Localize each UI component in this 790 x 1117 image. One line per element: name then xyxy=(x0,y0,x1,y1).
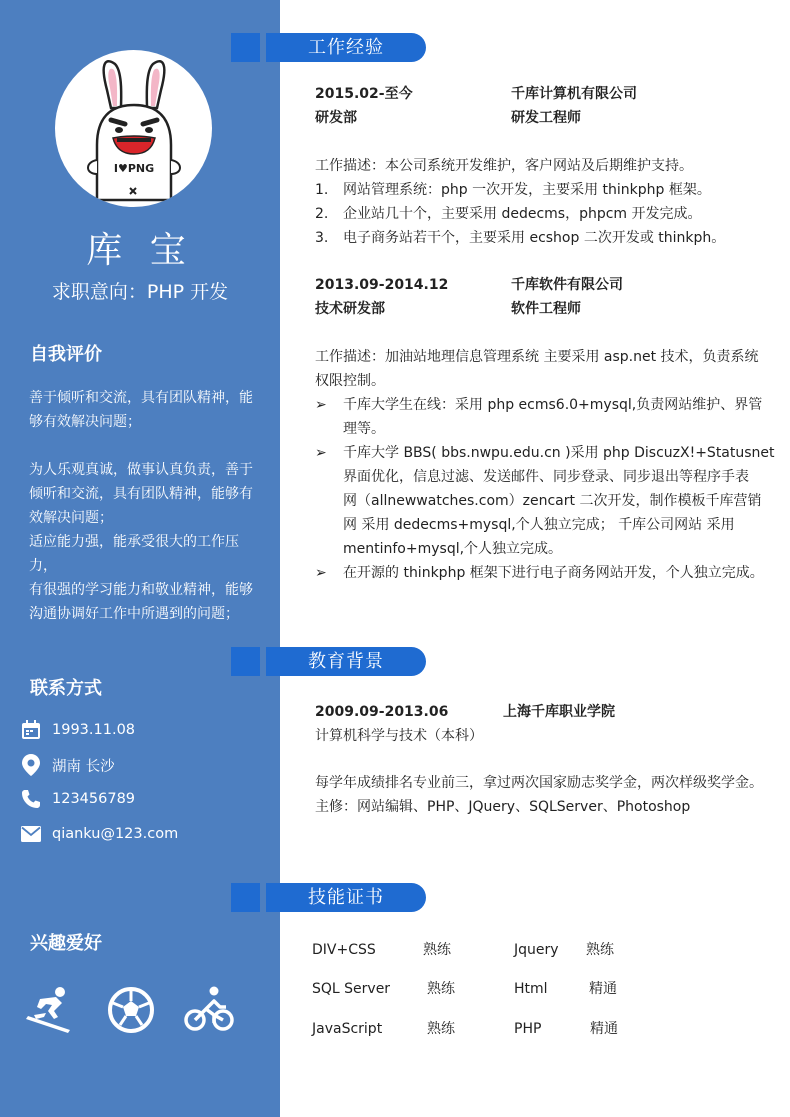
self-eval-line: 够有效解决问题； xyxy=(29,414,141,430)
education-period: 2009.09-2013.06 xyxy=(315,704,449,720)
job-duty-text: 企业站几十个，主要采用 dedecms，phpcm 开发完成。 xyxy=(343,206,702,222)
job-duty-text: 网站管理系统：php 一次开发，主要采用 thinkphp 框架。 xyxy=(343,182,711,198)
arrow-bullet-icon: ➢ xyxy=(315,445,327,461)
list-number: 1. xyxy=(315,182,329,198)
list-number: 2. xyxy=(315,206,329,222)
skills-section-title: 技能证书 xyxy=(266,883,426,912)
education-major: 计算机科学与技术（本科） xyxy=(315,728,483,744)
self-eval-line: 沟通协调好工作中所遇到的问题； xyxy=(29,606,239,622)
contact-location xyxy=(20,752,115,778)
job-description: 工作描述：加油站地理信息管理系统 主要采用 asp.net 技术，负责系统 xyxy=(315,349,759,365)
self-eval-text xyxy=(29,386,261,626)
candidate-name: 库 宝 xyxy=(86,230,194,271)
arrow-bullet-icon: ➢ xyxy=(315,565,327,581)
job-project-line: 界面优化，信息过滤、发送邮件、同步登录、同步退出等程序手表 xyxy=(343,469,749,485)
job-period: 2015.02-至今 xyxy=(315,86,413,102)
self-eval-line: 适应能力强，能承受很大的工作压力， xyxy=(29,534,239,574)
skill-name: Html xyxy=(514,981,548,997)
job-project-line: 千库大学生在线：采用 php ecms6.0+mysql,负责网站维护、界管 xyxy=(343,397,763,413)
contact-email xyxy=(20,821,178,847)
job-role: 研发工程师 xyxy=(511,110,581,126)
contact-text: 1993.11.08 xyxy=(52,722,136,738)
job-dept: 研发部 xyxy=(315,110,357,126)
section-square xyxy=(231,647,260,676)
skill-level: 熟练 xyxy=(586,942,614,958)
skill-name: PHP xyxy=(514,1021,542,1037)
skill-level: 熟练 xyxy=(427,1021,455,1037)
soccer-icon xyxy=(106,985,156,1035)
avatar-shirt-text: I♥PNG xyxy=(113,162,155,175)
skill-name: SQL Server xyxy=(312,981,391,997)
skill-name: DIV+CSS xyxy=(312,942,376,958)
skill-level: 熟练 xyxy=(427,981,455,997)
phone-icon xyxy=(20,788,42,810)
contact-text: 湖南 长沙 xyxy=(52,758,115,775)
contact-text: qianku@123.com xyxy=(52,826,179,842)
job-project xyxy=(315,393,765,441)
job-project-line: 网 采用 dedecms+mysql,个人独立完成； 千库公司网站 采用 xyxy=(343,517,735,533)
education-school: 上海千库职业学院 xyxy=(503,704,615,720)
skill-level: 精通 xyxy=(590,1021,618,1037)
skiing-icon xyxy=(24,985,74,1035)
cycling-icon xyxy=(184,985,234,1035)
location-icon xyxy=(20,754,42,776)
job-duty-text: 电子商务站若干个，主要采用 ecshop 二次开发或 thinkph。 xyxy=(343,230,726,246)
sidebar xyxy=(0,0,280,1117)
mail-icon xyxy=(20,823,42,845)
rabbit-avatar-icon xyxy=(55,50,212,207)
job-period: 2013.09-2014.12 xyxy=(315,277,449,293)
hobbies-heading: 兴趣爱好 xyxy=(30,933,102,954)
job-objective: 求职意向：PHP 开发 xyxy=(51,281,229,303)
job-project-line: 千库大学 BBS( bbs.nwpu.edu.cn )采用 php DiscuzX!+Statusnet xyxy=(343,445,775,461)
job-project-line: mentinfo+mysql,个人独立完成。 xyxy=(343,541,563,557)
skill-name: JavaScript xyxy=(312,1021,383,1037)
job-project-line: 在开源的 thinkphp 框架下进行电子商务网站开发，个人独立完成。 xyxy=(343,565,764,581)
job-description: 权限控制。 xyxy=(315,373,385,389)
job-project-line: 理等。 xyxy=(343,421,385,437)
education-achievement: 每学年成绩排名专业前三，拿过两次国家励志奖学金，两次样级奖学金。 xyxy=(315,775,763,791)
self-eval-line: 效解决问题； xyxy=(29,510,113,526)
job-project-line: 网（allnewwatches.com）zencart 二次开发，制作模板千库营销 xyxy=(343,493,762,509)
contact-heading: 联系方式 xyxy=(30,678,102,699)
contact-text: 123456789 xyxy=(52,791,136,807)
calendar-icon xyxy=(20,719,42,741)
section-square xyxy=(231,33,260,62)
self-eval-heading: 自我评价 xyxy=(30,344,102,365)
job-description: 工作描述：本公司系统开发维护，客户网站及后期维护支持。 xyxy=(315,158,693,174)
job-role: 软件工程师 xyxy=(511,301,581,317)
contact-phone xyxy=(20,786,135,812)
education-courses: 主修：网站编辑、PHP、JQuery、SQLServer、Photoshop xyxy=(315,799,691,815)
arrow-bullet-icon: ➢ xyxy=(315,397,327,413)
section-square xyxy=(231,883,260,912)
job-company: 千库软件有限公司 xyxy=(511,277,623,293)
self-eval-line: 倾听和交流，具有团队精神，能够有 xyxy=(29,486,253,502)
avatar xyxy=(55,50,212,207)
self-eval-line: 为人乐观真诚，做事认真负责，善于 xyxy=(29,462,253,478)
self-eval-line: 善于倾听和交流，具有团队精神，能 xyxy=(29,390,253,406)
job-dept: 技术研发部 xyxy=(315,301,385,317)
skill-name: Jquery xyxy=(514,942,559,958)
education-section-title: 教育背景 xyxy=(266,647,426,676)
hobbies-icons xyxy=(24,985,264,1037)
job-project xyxy=(315,441,775,561)
self-eval-line: 有很强的学习能力和敬业精神，能够 xyxy=(29,582,253,598)
contact-birthday xyxy=(20,717,135,743)
work-section-title: 工作经验 xyxy=(266,33,426,62)
list-number: 3. xyxy=(315,230,329,246)
skill-level: 精通 xyxy=(589,981,617,997)
skill-level: 熟练 xyxy=(423,942,451,958)
job-company: 千库计算机有限公司 xyxy=(511,86,637,102)
